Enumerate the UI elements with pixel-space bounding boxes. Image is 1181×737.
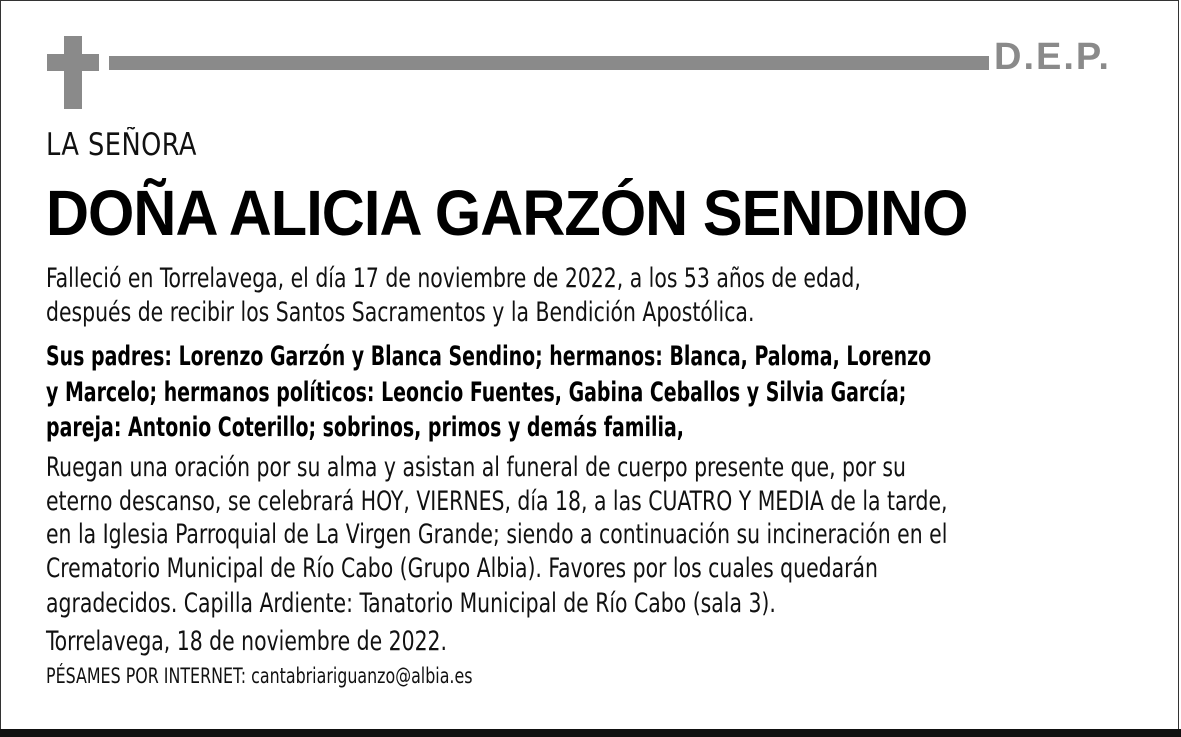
funeral-line: Ruegan una oración por su alma y asistan al funeral de cuerpo presente que, por su [46,452,906,483]
family-line: Sus padres: Lorenzo Garzón y Blanca Sendino; hermanos: Blanca, Paloma, Lorenzo [46,341,932,372]
death-notice-line: después de recibir los Santos Sacramentos y la Bendición Apostólica. [46,297,755,328]
funeral-line: agradecidos. Capilla Ardiente: Tanatorio Municipal de Río Cabo (sala 3). [46,588,776,619]
deceased-name: DOÑA ALICIA GARZÓN SENDINO [46,177,968,249]
death-notice-line: Falleció en Torrelavega, el día 17 de noviembre de 2022, a los 53 años de edad, [46,263,861,294]
funeral-line: Crematorio Municipal de Río Cabo (Grupo Albia). Favores por los cuales quedarán [46,553,878,584]
cross-icon-bar [47,54,99,71]
family-line: y Marcelo; hermanos políticos: Leoncio Fuentes, Gabina Ceballos y Silvia García; [46,377,907,408]
header-rule [109,56,989,70]
funeral-line: en la Iglesia Parroquial de La Virgen Grande; siendo a continuación su incineración en el [46,519,948,550]
bottom-rule [0,729,1181,737]
funeral-line: eterno descanso, se celebrará HOY, VIERNES, día 18, a las CUATRO Y MEDIA de la tarde, [46,486,948,517]
family-line: pareja: Antonio Coterillo; sobrinos, primos y demás familia, [46,412,684,443]
place-date: Torrelavega, 18 de noviembre de 2022. [46,626,448,657]
honorific: LA SEÑORA [46,127,197,163]
dep-label: D.E.P. [994,36,1111,78]
cross-icon [64,36,82,109]
condolences-line: PÉSAMES POR INTERNET: cantabriariguanzo@albia.es [46,664,473,688]
